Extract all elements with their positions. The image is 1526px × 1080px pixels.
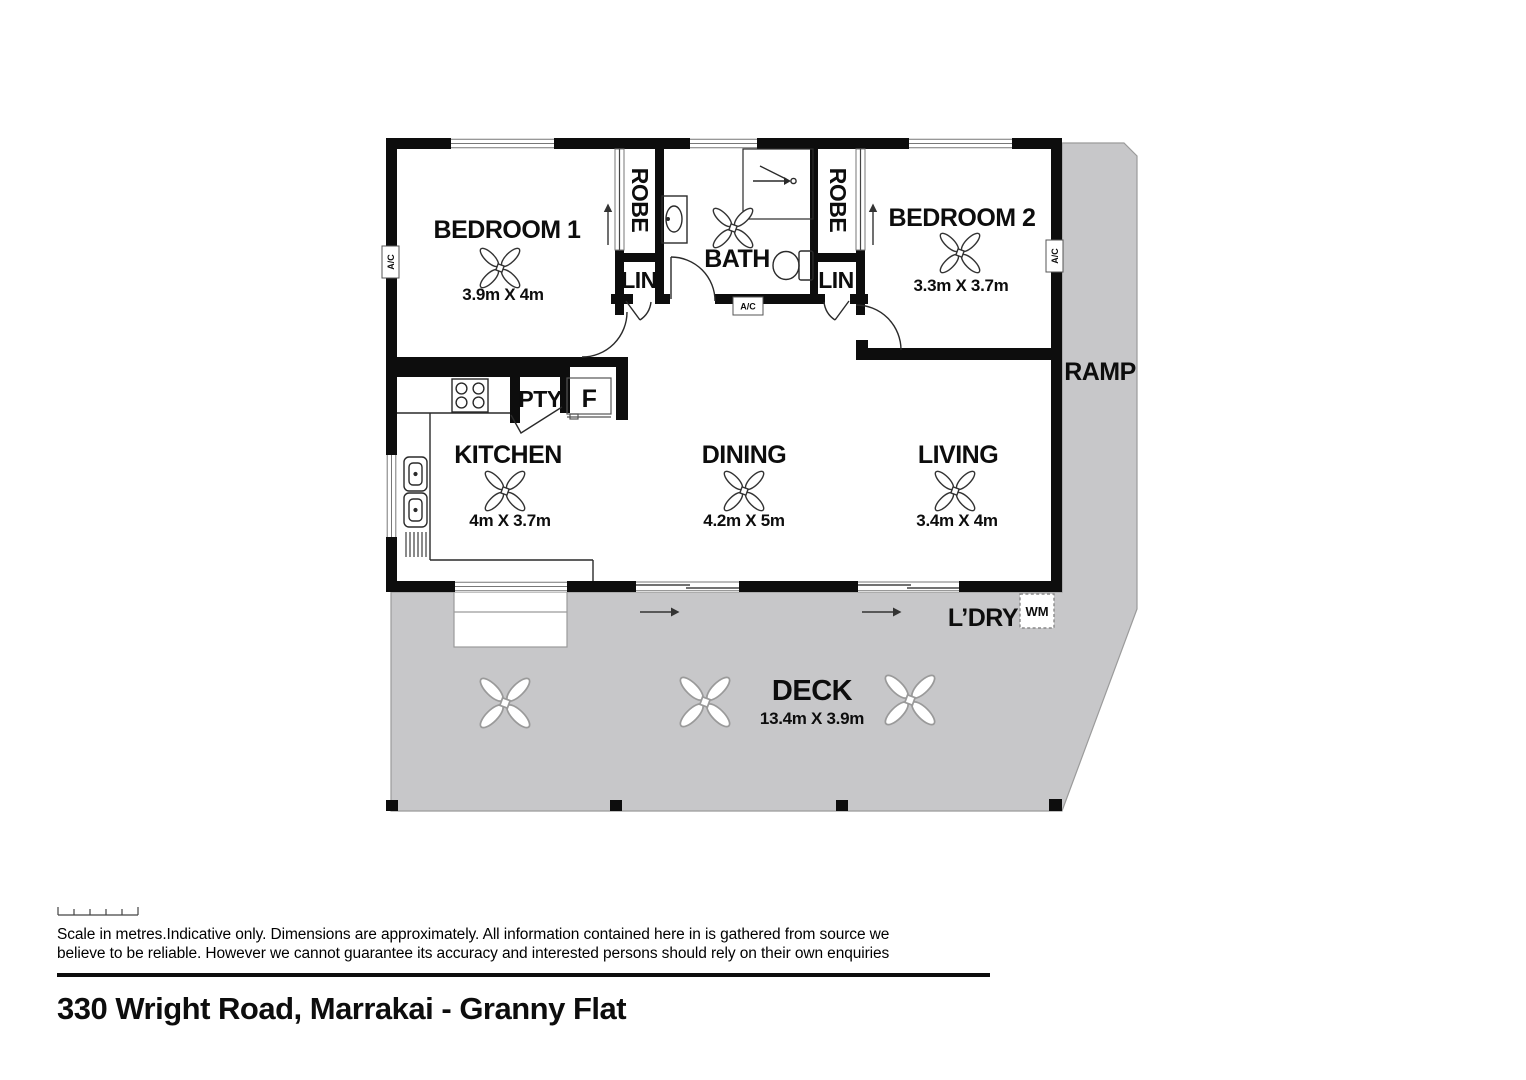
ac-unit-hall bbox=[733, 297, 763, 315]
ac-label: A/C bbox=[740, 301, 756, 312]
bedroom1-dims: 3.9m X 4m bbox=[462, 285, 544, 304]
fridge-label: F bbox=[581, 385, 597, 413]
window-kitchen-side bbox=[386, 455, 397, 537]
linen1-label: LIN bbox=[621, 267, 657, 293]
dining-label: DINING bbox=[701, 441, 787, 469]
bath-label: BATH bbox=[704, 245, 770, 273]
robe1-label: ROBE bbox=[627, 167, 653, 233]
divider-rule bbox=[57, 973, 990, 977]
disclaimer-line1: Scale in metres.Indicative only. Dimensions are approximately. All information contained here in is gathered from source we bbox=[57, 926, 890, 943]
linen2-label: LIN bbox=[818, 267, 854, 293]
deck-step bbox=[454, 592, 567, 647]
living-dims: 3.4m X 4m bbox=[916, 511, 998, 530]
kitchen-dims: 4m X 3.7m bbox=[469, 511, 551, 530]
ramp-label: RAMP bbox=[1064, 358, 1136, 386]
bedroom1-label: BEDROOM 1 bbox=[433, 216, 581, 244]
pantry-label: PTY bbox=[518, 386, 562, 412]
window-bedroom1 bbox=[451, 138, 554, 149]
kitchen-label: KITCHEN bbox=[454, 441, 562, 469]
dining-dims: 4.2m X 5m bbox=[703, 511, 785, 530]
washing-machine bbox=[1020, 594, 1054, 628]
ac-label: A/C bbox=[1050, 248, 1060, 264]
page-title: 330 Wright Road, Marrakai - Granny Flat bbox=[57, 991, 627, 1026]
laundry-label: L’DRY bbox=[947, 604, 1019, 632]
scale-bar bbox=[57, 903, 139, 917]
living-label: LIVING bbox=[917, 441, 999, 469]
deck-dims: 13.4m X 3.9m bbox=[759, 709, 865, 728]
window-bedroom2 bbox=[909, 138, 1012, 149]
window-bath bbox=[690, 138, 757, 149]
wm-label: WM bbox=[1025, 604, 1049, 619]
disclaimer-line2: believe to be reliable. However we cannot guarantee its accuracy and interested persons should rely on their own enquiries bbox=[57, 945, 890, 962]
ac-unit-bedroom2 bbox=[1046, 240, 1063, 272]
ac-unit-bedroom1 bbox=[382, 246, 399, 278]
robe2-label: ROBE bbox=[825, 167, 851, 233]
ac-label: A/C bbox=[386, 254, 396, 270]
deck-label: DECK bbox=[771, 675, 853, 707]
bedroom2-dims: 3.3m X 3.7m bbox=[913, 276, 1009, 295]
footer bbox=[57, 903, 1469, 1027]
window-kitchen-rear bbox=[455, 581, 567, 592]
bedroom2-label: BEDROOM 2 bbox=[888, 204, 1036, 232]
disclaimer-text bbox=[57, 925, 997, 963]
